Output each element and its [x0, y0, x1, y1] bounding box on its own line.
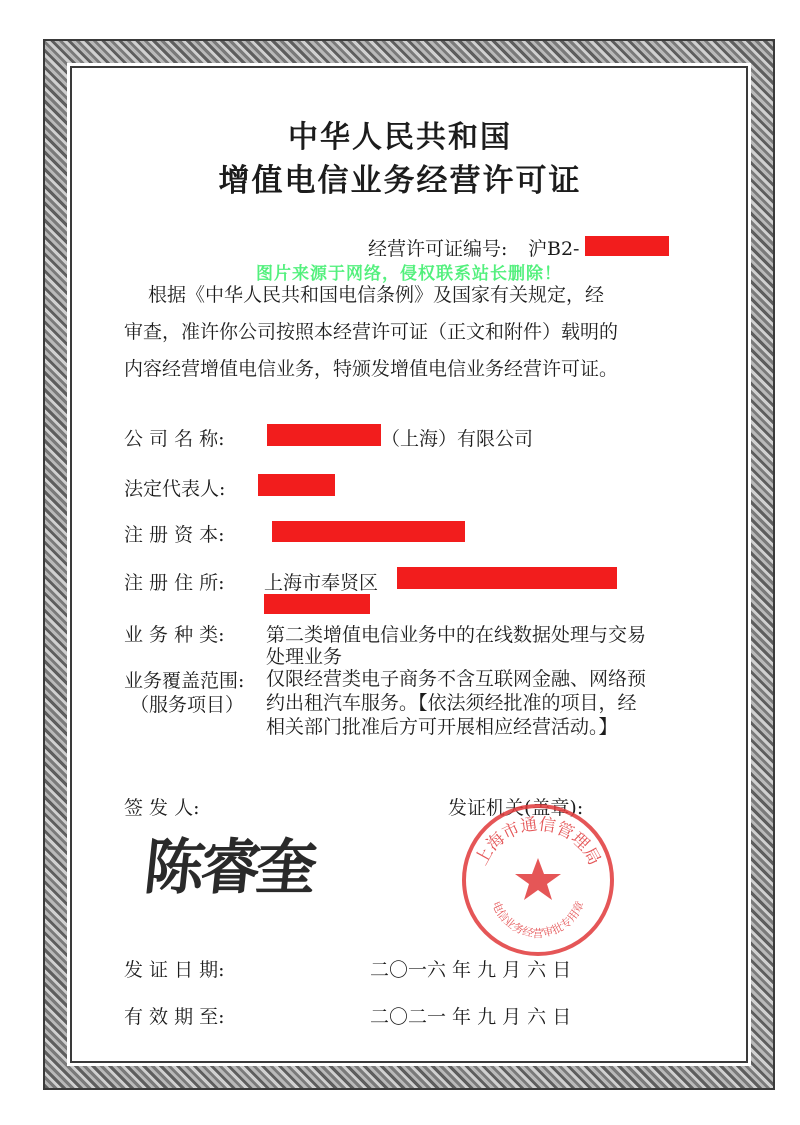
registered-capital-redaction	[272, 521, 465, 542]
company-name-label: 公 司 名 称:	[124, 428, 225, 450]
coverage-label: 业务覆盖范围:	[124, 670, 245, 692]
registered-address-redaction-2	[264, 594, 370, 614]
registered-address-label: 注 册 住 所:	[124, 572, 225, 594]
business-type-label: 业 务 种 类:	[124, 624, 225, 646]
company-name-redaction	[267, 424, 381, 446]
registered-address-redaction-1	[397, 567, 617, 589]
coverage-sub-label: （服务项目）	[130, 694, 245, 716]
seal-bottom-text: 电信业务经营审批专用章	[489, 899, 587, 940]
coverage-line-3: 相关部门批准后方可开展相应经营活动。】	[266, 716, 618, 738]
legal-representative-redaction	[258, 474, 335, 496]
company-name-suffix: （上海）有限公司	[381, 428, 534, 450]
license-number-label: 经营许可证编号:	[368, 238, 508, 260]
issue-date-label: 发 证 日 期:	[124, 959, 225, 981]
seal-star-icon	[515, 858, 561, 900]
business-type-line-1: 第二类增值电信业务中的在线数据处理与交易	[266, 624, 647, 646]
certificate-subtitle: 增值电信业务经营许可证	[218, 163, 582, 199]
legal-representative-label: 法定代表人:	[124, 478, 226, 500]
license-number-redaction	[585, 236, 669, 256]
certificate-title: 中华人民共和国	[288, 120, 512, 155]
registered-address-value: 上海市奉贤区	[264, 572, 379, 594]
intro-line-1: 根据《中华人民共和国电信条例》及国家有关规定，经	[148, 284, 605, 306]
handwritten-signature: 陈睿奎	[140, 833, 317, 903]
business-type-line-2: 处理业务	[266, 646, 343, 668]
registered-capital-label: 注 册 资 本:	[124, 524, 225, 546]
watermark-text: 图片来源于网络，侵权联系站长删除！	[256, 264, 562, 284]
expiry-date-label: 有 效 期 至:	[124, 1006, 225, 1028]
intro-line-3: 内容经营增值电信业务，特颁发增值电信业务经营许可证。	[124, 358, 619, 380]
license-number-prefix: 沪B2-	[528, 238, 580, 260]
coverage-line-1: 仅限经营类电子商务不含互联网金融、网络预	[266, 668, 647, 690]
issue-date-value: 二〇一六 年 九 月 六 日	[370, 959, 572, 981]
issuing-authority-label: 发证机关(盖章):	[448, 797, 584, 819]
coverage-line-2: 约出租汽车服务。【依法须经批准的项目，经	[266, 692, 637, 714]
expiry-date-value: 二〇二一 年 九 月 六 日	[370, 1006, 572, 1028]
seal-top-text: 上海市通信管理局	[471, 814, 605, 869]
official-seal	[458, 800, 618, 960]
signer-label: 签 发 人:	[124, 797, 200, 819]
intro-line-2: 审查，准许你公司按照本经营许可证（正文和附件）载明的	[124, 321, 619, 343]
